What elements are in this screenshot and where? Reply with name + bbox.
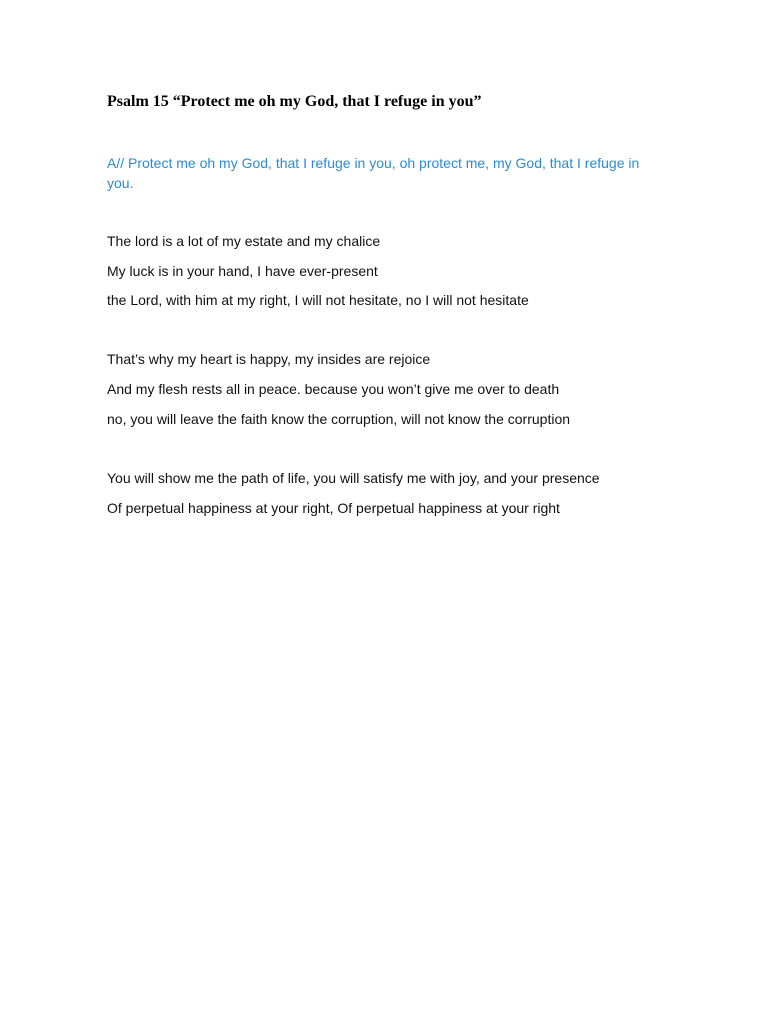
refrain-text: A// Protect me oh my God, that I refuge in you, oh protect me, my God, that I refuge in you. [107, 155, 640, 191]
verse-line: no, you will leave the faith know the corruption, will not know the corruption [107, 411, 571, 427]
verse-line: the Lord, with him at my right, I will not hesitate, no I will not hesitate [107, 292, 529, 308]
verse-line: That’s why my heart is happy, my insides are rejoice [107, 351, 431, 367]
verse-line: You will show me the path of life, you will satisfy me with joy, and your presence [107, 470, 600, 486]
verse-line: My luck is in your hand, I have ever-present [107, 263, 378, 279]
verse-line: Of perpetual happiness at your right, Of perpetual happiness at your right [107, 500, 560, 516]
verse-line: And my flesh rests all in peace. because you won’t give me over to death [107, 381, 560, 397]
page-title: Psalm 15 “Protect me oh my God, that I refuge in you” [107, 93, 482, 110]
verse-line: The lord is a lot of my estate and my chalice [107, 233, 381, 249]
